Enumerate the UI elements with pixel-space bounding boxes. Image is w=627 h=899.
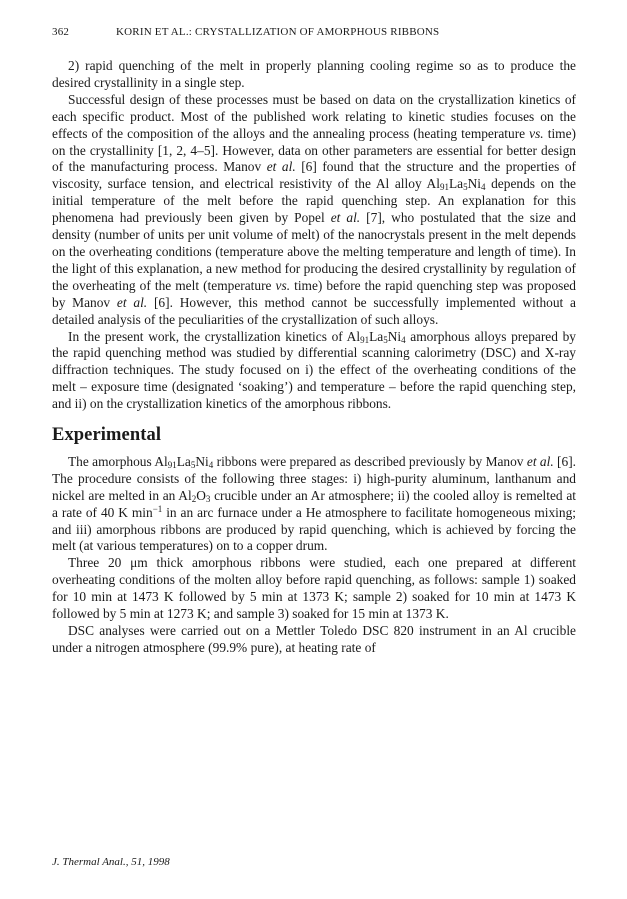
paragraph-6: DSC analyses were carried out on a Mettler Toledo DSC 820 instrument in an Al crucible under a nitrogen atmosphere (99.9% pure), at heating rate of xyxy=(52,623,576,655)
paragraph-1: 2) rapid quenching of the melt in properly planning cooling regime so as to produce the desired crystallinity in a single step. xyxy=(52,58,576,90)
article-body xyxy=(52,58,576,657)
paragraph-2: Successful design of these processes must be based on data on the crystallization kinetics of each specific product. Most of the published work relating to kinetic studies focuses on the effects of the composition of the alloys and the annealing process (heating temperature vs. time) on the crystallinity [1, 2, 4–5]. However, data on other parameters are essential for better design of the manufacturing process. Manov et al. [6] found that the structure and the properties of viscosity, surface tension, and electrical resistivity of the Al alloy $Al_{91}La_5Ni_4$ depends on the initial temperature of the melt before the rapid quenching step. An explanation for this phenomena had previously been given by Popel et al. [7], who postulated that the size and density (number of units per unit volume of melt) of the nanocrystals present in the melt depends on the overheating conditions (temperature above the melting temperature and length of time). In the light of this explanation, a new method for producing the desired crystallinity by regulation of the overheating of the melt (temperature vs. time) before the rapid quenching step was proposed by Manov et al. [6]. However, this method cannot be successfully implemented without a detailed analysis of the peculiarities of the crystallization of such alloys. xyxy=(52,91,577,327)
section-title-experimental: Experimental xyxy=(52,425,162,446)
journal-footer: J. Thermal Anal., 51, 1998 xyxy=(52,856,170,868)
paragraph-5: Three 20 μm thick amorphous ribbons were studied, each one prepared at different overheating conditions of the molten alloy before rapid quenching, as follows: sample 1) soaked for 10 min at 1473 K followed by 5 min at 1373 K; sample 2) soaked for 10 min at 1473 K followed by 5 min at 1273 K; and sample 3) soaked for 15 min at 1373 K. xyxy=(52,555,576,622)
running-title: KORIN ET AL.: CRYSTALLIZATION OF AMORPHOUS RIBBONS xyxy=(116,26,440,38)
page-number: 362 xyxy=(52,26,70,38)
paragraph-4: The amorphous $Al_{91}La_5Ni_4$ ribbons were prepared as described previously by Manov et al. [6]. The procedure consists of the following three stages: i) high-purity aluminum, lanthanum and nickel are melted in an $Al_2O_3$ crucible under an Ar atmosphere; ii) the cooled alloy is remelted at a rate of 40 K $\min^{-1}$ in an arc furnace under a He atmosphere to facilitate homogeneous mixing; and iii) amorphous ribbons are produced by rapid quenching, which is achieved by forcing the melt (at various temperatures) on to a copper drum. xyxy=(52,453,577,554)
paragraph-3: In the present work, the crystallization kinetics of $Al_{91}La_5Ni_4$ amorphous alloys prepared by the rapid quenching method was studied by differential scanning calorimetry (DSC) and X-ray diffraction techniques. The study focused on i) the effect of the overheating conditions of the melt – exposure time (designated ‘soaking’) and temperature – before the rapid quenching step, and ii) on the crystallization kinetics of the amorphous ribbons. xyxy=(52,328,577,412)
